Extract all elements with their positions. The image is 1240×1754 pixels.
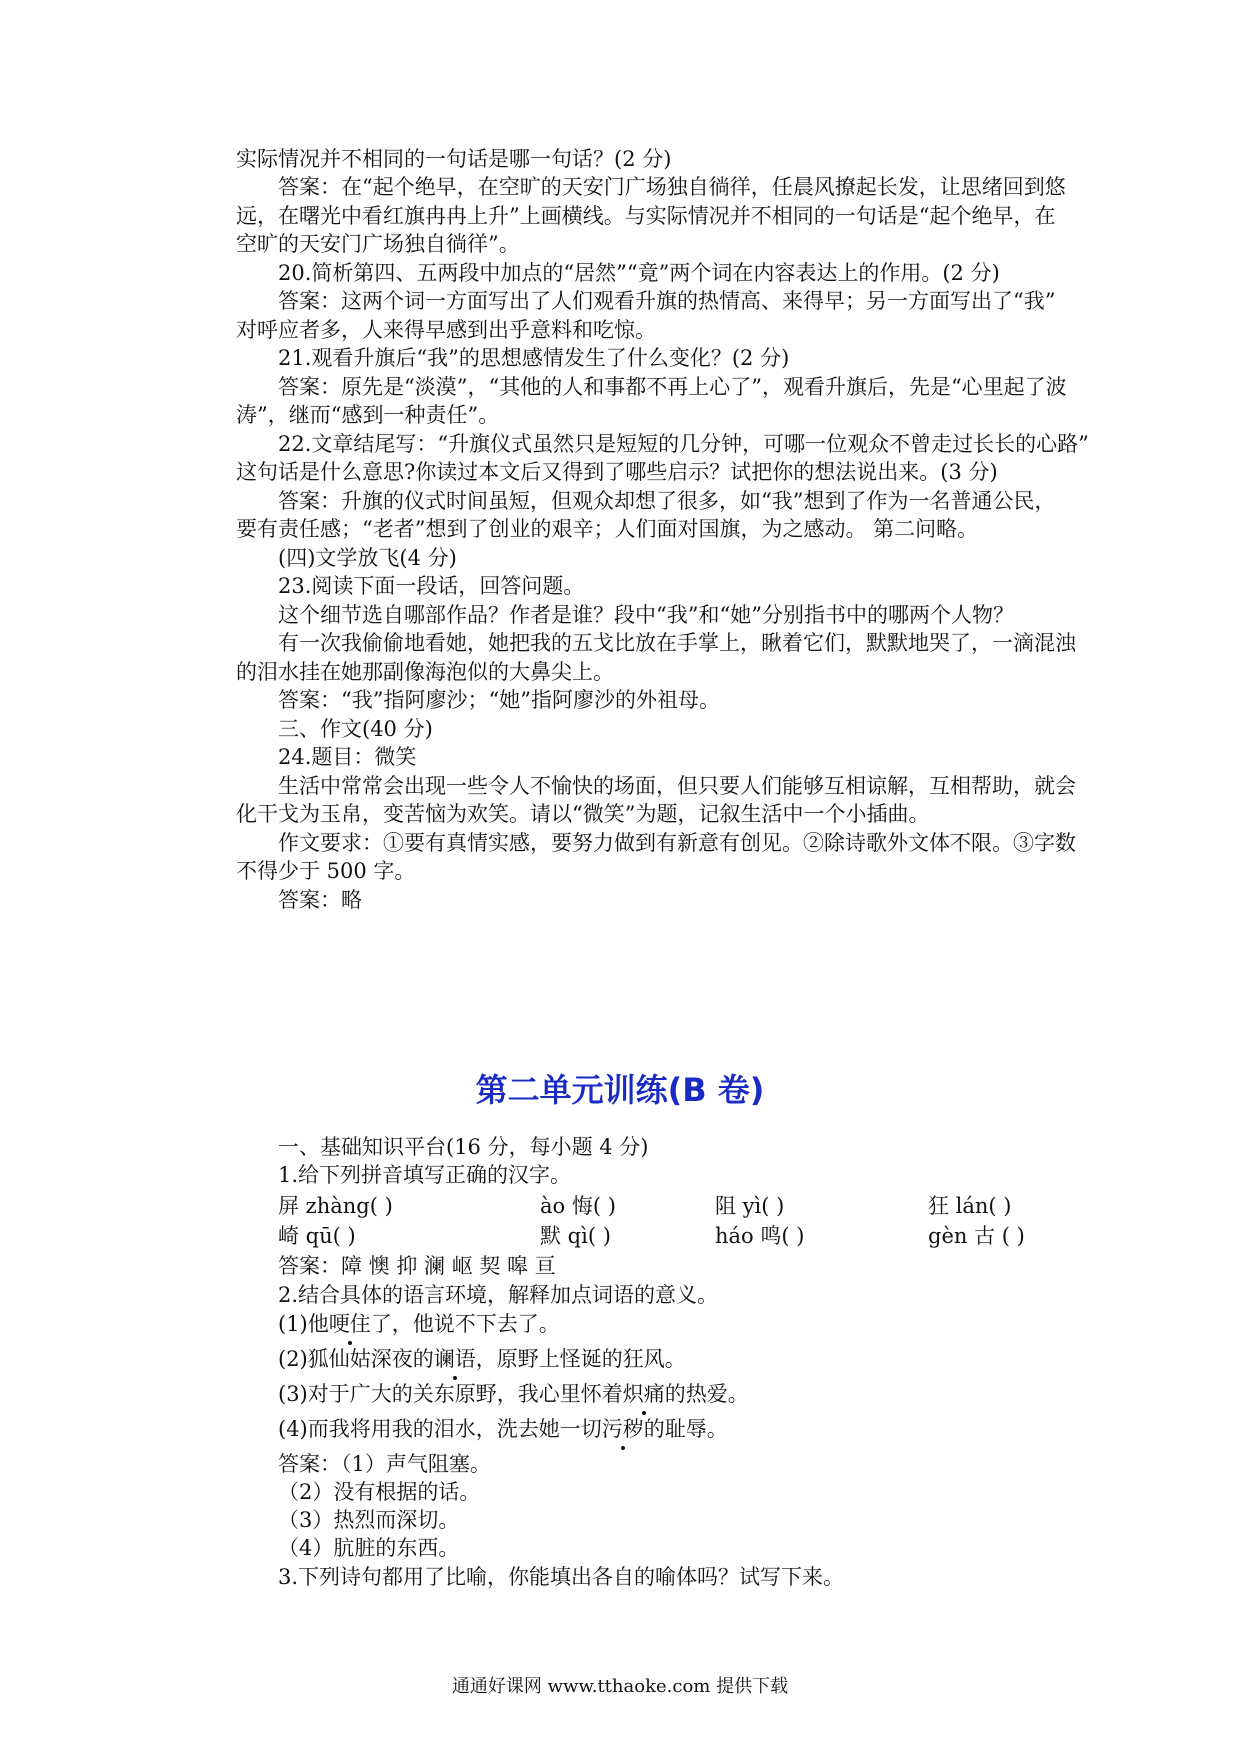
pinyin-item: háo 鸣( ): [715, 1224, 805, 1248]
q2-item: (4)而我将用我的泪水，洗去她一切污秽的耻辱。: [278, 1417, 728, 1441]
pinyin-item: ào 悔( ): [540, 1194, 616, 1218]
dotted-word: 哽住: [328, 1312, 371, 1336]
answer-line: （4）肮脏的东西。: [278, 1536, 460, 1560]
dotted-word: 污秽: [601, 1417, 644, 1441]
dotted-word: 谰语: [433, 1347, 476, 1371]
text-line: 实际情况并不相同的一句话是哪一句话？(2 分): [236, 147, 672, 171]
text-line: 有一次我偷偷地看她，她把我的五戈比放在手掌上，瞅着它们，默默地哭了，一滴混浊: [278, 631, 1076, 655]
question-20: 20.简析第四、五两段中加点的“居然”“竟”两个词在内容表达上的作用。(2 分): [278, 261, 1000, 285]
pinyin-item: 狂 lán( ): [928, 1194, 1012, 1218]
q2-item: (1)他哽住了，他说不下去了。: [278, 1312, 560, 1336]
part-heading: 一、基础知识平台(16 分，每小题 4 分): [278, 1135, 649, 1159]
section-heading: 三、作文(40 分): [278, 717, 433, 741]
q2-item: (2)狐仙姑深夜的谰语，原野上怪诞的狂风。: [278, 1347, 686, 1371]
text-line: 涛”，继而“感到一种责任”。: [236, 403, 500, 427]
text-line: 的泪水挂在她那副像海泡似的大鼻尖上。: [236, 660, 614, 684]
text-line: 答案：略: [278, 888, 362, 912]
pinyin-item: gèn 古 ( ): [928, 1224, 1025, 1248]
answer-line: （3）热烈而深切。: [278, 1508, 460, 1532]
pinyin-item: 默 qì( ): [540, 1224, 611, 1248]
answer-line: （2）没有根据的话。: [278, 1480, 481, 1504]
text-line: 答案：原先是“淡漠”，“其他的人和事都不再上心了”，观看升旗后，先是“心里起了波: [278, 375, 1067, 399]
text-line: 化干戈为玉帛，变苦恼为欢笑。请以“微笑”为题，记叙生活中一个小插曲。: [236, 802, 930, 826]
pinyin-item: 崎 qū( ): [278, 1224, 356, 1248]
pinyin-item: 阻 yì( ): [715, 1194, 785, 1218]
text-line: 空旷的天安门广场独自徜徉”。: [236, 232, 520, 256]
question-3: 3.下列诗句都用了比喻，你能填出各自的喻体吗？试写下来。: [278, 1565, 845, 1589]
text-line: 这个细节选自哪部作品？作者是谁？段中“我”和“她”分别指书中的哪两个人物？: [278, 603, 1014, 627]
question-1: 1.给下列拼音填写正确的汉字。: [278, 1163, 572, 1187]
question-22: 22.文章结尾写：“升旗仪式虽然只是短短的几分钟，可哪一位观众不曾走过长长的心路”: [278, 432, 1089, 456]
question-2: 2.结合具体的语言环境，解释加点词语的意义。: [278, 1283, 719, 1307]
text-line: 不得少于 500 字。: [236, 859, 416, 883]
answer-line: 答案：（1）声气阻塞。: [278, 1452, 491, 1476]
pinyin-item: 屏 zhàng( ): [278, 1194, 393, 1218]
text-line: 答案：在“起个绝早，在空旷的天安门广场独自徜徉，任晨风撩起长发，让思绪回到悠: [278, 175, 1066, 199]
text-line: 这句话是什么意思?你读过本文后又得到了哪些启示？试把你的想法说出来。(3 分): [236, 460, 998, 484]
text-line: 生活中常常会出现一些令人不愉快的场面，但只要人们能够互相谅解，互相帮助，就会: [278, 774, 1076, 798]
question-24: 24.题目：微笑: [278, 745, 417, 769]
section-title: 第二单元训练(B 卷): [475, 1071, 765, 1109]
question-21: 21.观看升旗后“我”的思想感情发生了什么变化？(2 分): [278, 346, 790, 370]
text-line: 答案：这两个词一方面写出了人们观看升旗的热情高、来得早；另一方面写出了“我”: [278, 289, 1056, 313]
text-line: 要有责任感；“老者”想到了创业的艰辛；人们面对国旗，为之感动。 第二问略。: [236, 517, 979, 541]
text-line: 远，在曙光中看红旗冉冉上升”上画横线。与实际情况并不相同的一句话是“起个绝早，在: [236, 204, 1056, 228]
text-line: 答案：“我”指阿廖沙；“她”指阿廖沙的外祖母。: [278, 688, 720, 712]
page-footer: 通通好课网 www.tthaoke.com 提供下载: [451, 1676, 789, 1697]
answer-line: 答案：障 懊 抑 澜 岖 契 嗥 亘: [278, 1254, 556, 1278]
dotted-word: 炽痛: [622, 1382, 665, 1406]
text-line: 作文要求：①要有真情实感，要努力做到有新意有创见。②除诗歌外文体不限。③字数: [278, 831, 1076, 855]
q2-item: (3)对于广大的关东原野，我心里怀着炽痛的热爱。: [278, 1382, 749, 1406]
text-line: 答案：升旗的仪式时间虽短，但观众却想了很多，如“我”想到了作为一名普通公民，: [278, 489, 1056, 513]
section-heading: (四)文学放飞(4 分): [278, 546, 457, 570]
text-line: 对呼应者多，人来得早感到出乎意料和吃惊。: [236, 318, 656, 342]
question-23: 23.阅读下面一段话，回答问题。: [278, 574, 585, 598]
